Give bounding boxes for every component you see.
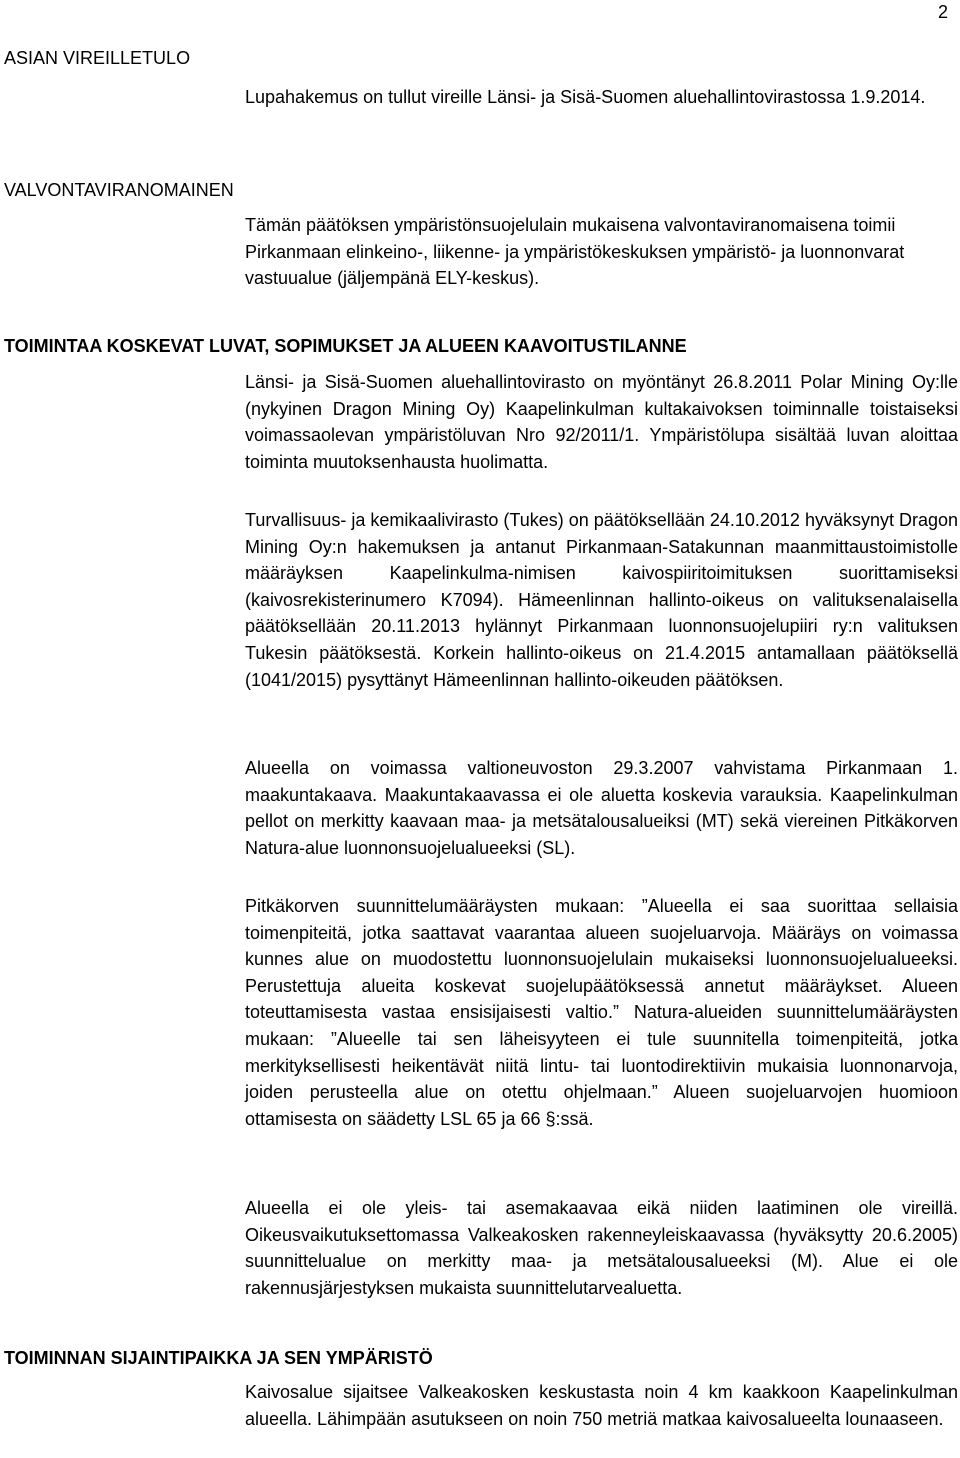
heading-sijaintipaikka: TOIMINNAN SIJAINTIPAIKKA JA SEN YMPÄRISTÖ <box>4 1348 433 1368</box>
heading-luvat-ja-kaavoitus: TOIMINTAA KOSKEVAT LUVAT, SOPIMUKSET JA ALUEEN KAAVOITUSTILANNE <box>4 336 687 356</box>
paragraph-yleiskaava: Alueella ei ole yleis- tai asemakaavaa eikä niiden laatiminen ole vireillä. Oikeusvaikutuksettomassa Valkeakosken rakenneyleiskaavassa (hyväksytty 20.6.2005) suunnittelualue on merkitty maa- ja metsätalousalueeksi (M). Alue ei ole rakennusjärjestyksen mukaista suunnittelutarvealuetta. <box>245 1198 958 1298</box>
paragraph-maakuntakaava: Alueella on voimassa valtioneuvoston 29.3.2007 vahvistama Pirkanmaan 1. maakuntakaava. Maakuntakaavassa ei ole aluetta koskevia varauksia. Kaapelinkulman pellot on merkitty kaavaan maa- ja metsätalousalueiksi (MT) sekä viereinen Pitkäkorven Natura-alue luonnonsuojelualueeksi (SL). <box>245 758 958 858</box>
paragraph-vireilletulo: Lupahakemus on tullut vireille Länsi- ja Sisä-Suomen aluehallintovirastossa 1.9.2014. <box>245 87 926 107</box>
page-number: 2 <box>937 2 948 22</box>
paragraph-ymparistolupa: Länsi- ja Sisä-Suomen aluehallintovirasto on myöntänyt 26.8.2011 Polar Mining Oy:lle (nykyinen Dragon Mining Oy) Kaapelinkulman kultakaivoksen toiminnalle toistaiseksi voimassaolevan ympäristöluvan Nro 92/2011/1. Ympäristölupa sisältää luvan aloittaa toiminta muutoksenhausta huolimatta. <box>245 372 958 472</box>
paragraph-suunnittelumaaraykset: Pitkäkorven suunnittelumääräysten mukaan: ”Alueella ei saa suorittaa sellaisia toimenpiteitä, jotka saattavat vaarantaa alueen suojeluarvoja. Määräys on voimassa kunnes alue on muodostettu luonnonsuojelulain mukaiseksi luonnonsuojelualueeksi. Perustettuja alueita koskevat suojelupäätöksessä annetut määräykset. Alueen toteuttamisesta vastaa ensisijaisesti valtio.” Natura-alueiden suunnittelumääräysten mukaan: ”Alueelle tai sen läheisyyteen ei tule suunnitella toimenpiteitä, jotka merkityksellisesti heikentävät niitä lintu- tai luontodirektiivin mukaisia luonnonarvoja, joiden perusteella alue on otettu ohjelmaan.” Alueen suojeluarvojen huomioon ottamisesta on säädetty LSL 65 ja 66 §:ssä. <box>245 896 958 1129</box>
heading-asian-vireilletulo: ASIAN VIREILLETULO <box>4 48 191 68</box>
paragraph-sijainti: Kaivosalue sijaitsee Valkeakosken keskustasta noin 4 km kaakkoon Kaapelinkulman alueella. Lähimpään asutukseen on noin 750 metriä matkaa kaivosalueelta lounaaseen. <box>245 1382 958 1429</box>
paragraph-valvontaviranomainen: Tämän päätöksen ympäristönsuojelulain mukaisena valvontaviranomaisena toimii Pirkanmaan elinkeino-, liikenne- ja ympäristökeskuksen ympäristö- ja luonnonvarat vastuualue (jäljempänä ELY-keskus). <box>245 215 905 289</box>
heading-valvontaviranomainen: VALVONTAVIRANOMAINEN <box>4 180 234 200</box>
paragraph-kaivospiiri: Turvallisuus- ja kemikaalivirasto (Tukes) on päätöksellään 24.10.2012 hyväksynyt Dragon Mining Oy:n hakemuksen ja antanut Pirkanmaan-Satakunnan maanmittaustoimistolle määräyksen Kaapelinkulma-nimisen kaivospiiritoimituksen suorittamiseksi (kaivosrekisterinumero K7094). Hämeenlinnan hallinto-oikeus on valituksenalaisella päätöksellään 20.11.2013 hylännyt Pirkanmaan luonnonsuojelupiiri ry:n valituksen Tukesin päätöksestä. Korkein hallinto-oikeus on 21.4.2015 antamallaan päätöksellä (1041/2015) pysyttänyt Hämeenlinnan hallinto-oikeuden päätöksen. <box>245 510 959 690</box>
